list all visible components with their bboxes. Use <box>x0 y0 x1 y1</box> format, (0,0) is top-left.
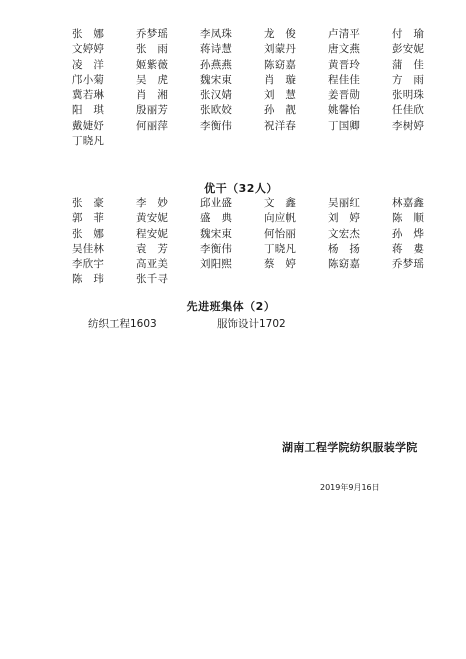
person-name: 张明珠 <box>392 89 425 102</box>
person-name: 张汉婧 <box>200 89 233 102</box>
person-name: 唐文燕 <box>328 43 361 56</box>
person-name: 高亚美 <box>136 258 169 271</box>
person-name: 吴 虎 <box>136 73 169 86</box>
person-name: 林嘉鑫 <box>392 197 425 209</box>
person-name: 文宏杰 <box>328 227 361 240</box>
person-name: 殷丽芳 <box>136 104 169 117</box>
person-name: 肖 璇 <box>264 73 297 86</box>
person-name: 陈窈嘉 <box>264 58 297 71</box>
person-name: 陈窈嘉 <box>328 258 361 271</box>
person-name: 姚馨怡 <box>328 104 361 117</box>
person-name: 郭 菲 <box>72 212 105 225</box>
person-name: 孙燕燕 <box>200 58 233 71</box>
person-name: 程佳佳 <box>328 73 361 86</box>
person-name: 黄安妮 <box>136 212 169 225</box>
person-name: 蔡 婷 <box>264 258 297 271</box>
class-name: 服饰设计1702 <box>217 318 286 330</box>
excellent-cadres-name-list <box>72 196 432 288</box>
person-name: 陈 顺 <box>392 212 425 225</box>
person-name: 付 瑜 <box>392 28 425 40</box>
person-name: 李欣宇 <box>72 258 105 271</box>
person-name: 冀若琳 <box>72 89 105 102</box>
person-name: 刘阳熙 <box>200 258 233 271</box>
person-name: 张 雨 <box>136 43 169 56</box>
person-name: 何怡丽 <box>264 227 297 240</box>
person-name: 蒋诗慧 <box>200 43 233 56</box>
person-name: 李凤珠 <box>200 28 233 40</box>
honor-name-list <box>72 27 432 149</box>
person-name: 阳 琪 <box>72 104 105 117</box>
person-name: 何丽萍 <box>136 119 169 132</box>
person-name: 邱业盛 <box>200 197 233 209</box>
person-name: 盛 典 <box>200 212 233 225</box>
person-name: 刘 婷 <box>328 212 361 225</box>
person-name: 袁 芳 <box>136 242 169 255</box>
person-name: 张 娜 <box>72 28 105 40</box>
person-name: 李衡伟 <box>200 242 233 255</box>
person-name: 李 妙 <box>136 197 169 209</box>
person-name: 任佳欣 <box>392 104 425 117</box>
person-name: 方 雨 <box>392 73 425 86</box>
person-name: 文婷婷 <box>72 43 105 56</box>
person-name: 黄晋玲 <box>328 58 361 71</box>
person-name: 魏宋東 <box>200 73 233 86</box>
person-name: 张 娜 <box>72 227 105 240</box>
person-name: 乔梦瑶 <box>136 28 169 40</box>
section-heading-advanced-classes: 先进班集体（2） <box>186 300 276 313</box>
person-name: 邝小菊 <box>72 73 105 86</box>
issue-date: 2019年9月16日 <box>320 483 380 492</box>
section-heading-excellent-cadres: 优干（32人） <box>204 182 278 195</box>
person-name: 刘蒙丹 <box>264 43 297 56</box>
person-name: 张 豪 <box>72 197 105 209</box>
person-name: 文 鑫 <box>264 197 297 209</box>
issuing-organization: 湖南工程学院纺织服装学院 <box>282 441 418 454</box>
person-name: 孙 烨 <box>392 227 425 240</box>
person-name: 李树婷 <box>392 119 425 132</box>
class-name: 纺织工程1603 <box>88 318 157 330</box>
person-name: 蒋 婁 <box>392 242 425 255</box>
person-name: 戴婕妤 <box>72 119 105 132</box>
person-name: 魏宋東 <box>200 227 233 240</box>
person-name: 蒲 佳 <box>392 58 425 71</box>
person-name: 刘 慧 <box>264 89 297 102</box>
person-name: 姬紫薇 <box>136 58 169 71</box>
person-name: 吴佳林 <box>72 242 105 255</box>
person-name: 丁晓凡 <box>72 135 105 148</box>
person-name: 杨 扬 <box>328 242 361 255</box>
person-name: 丁国卿 <box>328 119 361 132</box>
person-name: 张千寻 <box>136 273 169 286</box>
person-name: 祝洋春 <box>264 119 297 132</box>
person-name: 程安妮 <box>136 227 169 240</box>
person-name: 丁晓凡 <box>264 242 297 255</box>
person-name: 张欧姣 <box>200 104 233 117</box>
person-name: 孙 靓 <box>264 104 297 117</box>
person-name: 彭安妮 <box>392 43 425 56</box>
person-name: 吴丽红 <box>328 197 361 209</box>
person-name: 姜晋勋 <box>328 89 361 102</box>
person-name: 龙 俊 <box>264 28 297 40</box>
person-name: 乔梦瑶 <box>392 258 425 271</box>
person-name: 陈 玮 <box>72 273 105 286</box>
person-name: 向应帆 <box>264 212 297 225</box>
advanced-classes-list <box>88 317 286 331</box>
person-name: 卢清平 <box>328 28 361 40</box>
person-name: 肖 湘 <box>136 89 169 102</box>
person-name: 凌 洋 <box>72 58 105 71</box>
person-name: 李衡伟 <box>200 119 233 132</box>
